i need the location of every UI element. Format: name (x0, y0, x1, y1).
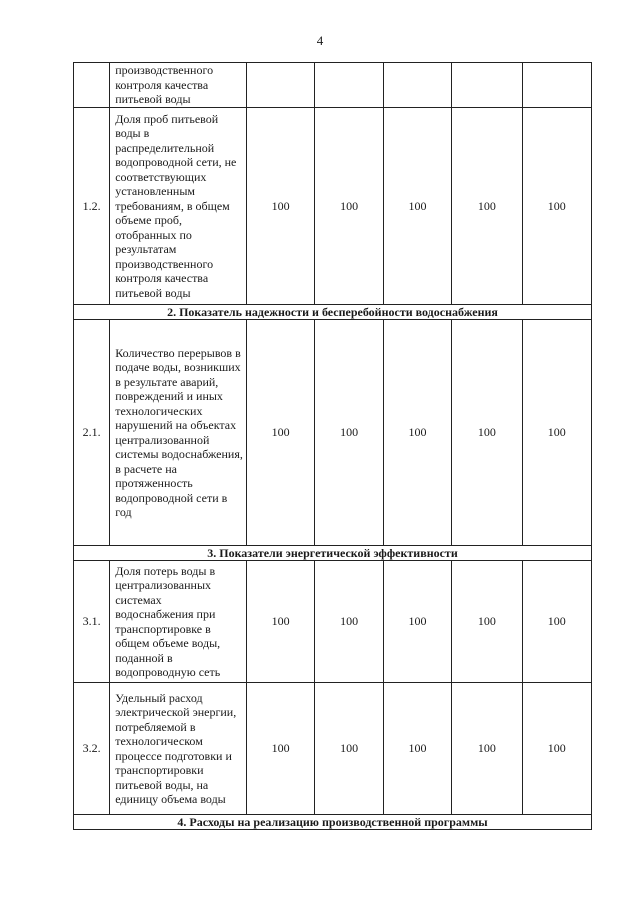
section-title: 3. Показатели энергетической эффективности (74, 546, 592, 561)
value-cell: 100 (522, 561, 591, 683)
section-header-row (74, 305, 592, 320)
value-cell: 100 (383, 320, 451, 546)
value-cell: 100 (452, 320, 522, 546)
value-cell (246, 63, 314, 108)
value-cell: 100 (246, 683, 314, 815)
section-header-row (74, 815, 592, 830)
value-cell: 100 (522, 320, 591, 546)
value-cell (315, 63, 383, 108)
value-cell: 100 (246, 561, 314, 683)
value-cell: 100 (315, 561, 383, 683)
value-cell: 100 (452, 561, 522, 683)
value-cell: 100 (383, 683, 451, 815)
value-cell: 100 (315, 683, 383, 815)
section-title: 4. Расходы на реализацию производственной программы (74, 815, 592, 830)
indicators-table (73, 62, 592, 830)
value-cell: 100 (315, 320, 383, 546)
value-cell: 100 (383, 108, 451, 305)
value-cell (522, 63, 591, 108)
section-header-row (74, 546, 592, 561)
value-cell: 100 (315, 108, 383, 305)
indicator-description: Количество перерывов в подаче воды, возникших в результате аварий, повреждений и иных технологических нарушений на объектах централизованной системы водоснабжения, в расчете на протяженность водопроводной сети в год (110, 320, 247, 546)
row-number: 3.2. (74, 683, 110, 815)
indicator-description: Доля потерь воды в централизованных системах водоснабжения при транспортировке в общем объеме воды, поданной в водопроводную сеть (110, 561, 247, 683)
table-row (74, 561, 592, 683)
table-row (74, 320, 592, 546)
value-cell: 100 (452, 108, 522, 305)
indicator-description: производственного контроля качества питьевой воды (110, 63, 247, 108)
indicator-description: Удельный расход электрической энергии, потребляемой в технологическом процессе подготовки и транспортировки питьевой воды, на единицу объема воды (110, 683, 247, 815)
row-number: 2.1. (74, 320, 110, 546)
row-number: 1.2. (74, 108, 110, 305)
value-cell: 100 (246, 108, 314, 305)
indicator-description: Доля проб питьевой воды в распределительной водопроводной сети, не соответствующих установленным требованиям, в общем объеме проб, отобранных по результатам производственного контроля качества питьевой воды (110, 108, 247, 305)
page-number: 4 (316, 33, 324, 48)
value-cell: 100 (246, 320, 314, 546)
value-cell: 100 (522, 683, 591, 815)
value-cell (383, 63, 451, 108)
value-cell: 100 (383, 561, 451, 683)
value-cell: 100 (452, 683, 522, 815)
table-row (74, 63, 592, 108)
section-title: 2. Показатель надежности и бесперебойности водоснабжения (74, 305, 592, 320)
table-row (74, 108, 592, 305)
value-cell: 100 (522, 108, 591, 305)
table-row (74, 683, 592, 815)
row-number (74, 63, 110, 108)
row-number: 3.1. (74, 561, 110, 683)
value-cell (452, 63, 522, 108)
